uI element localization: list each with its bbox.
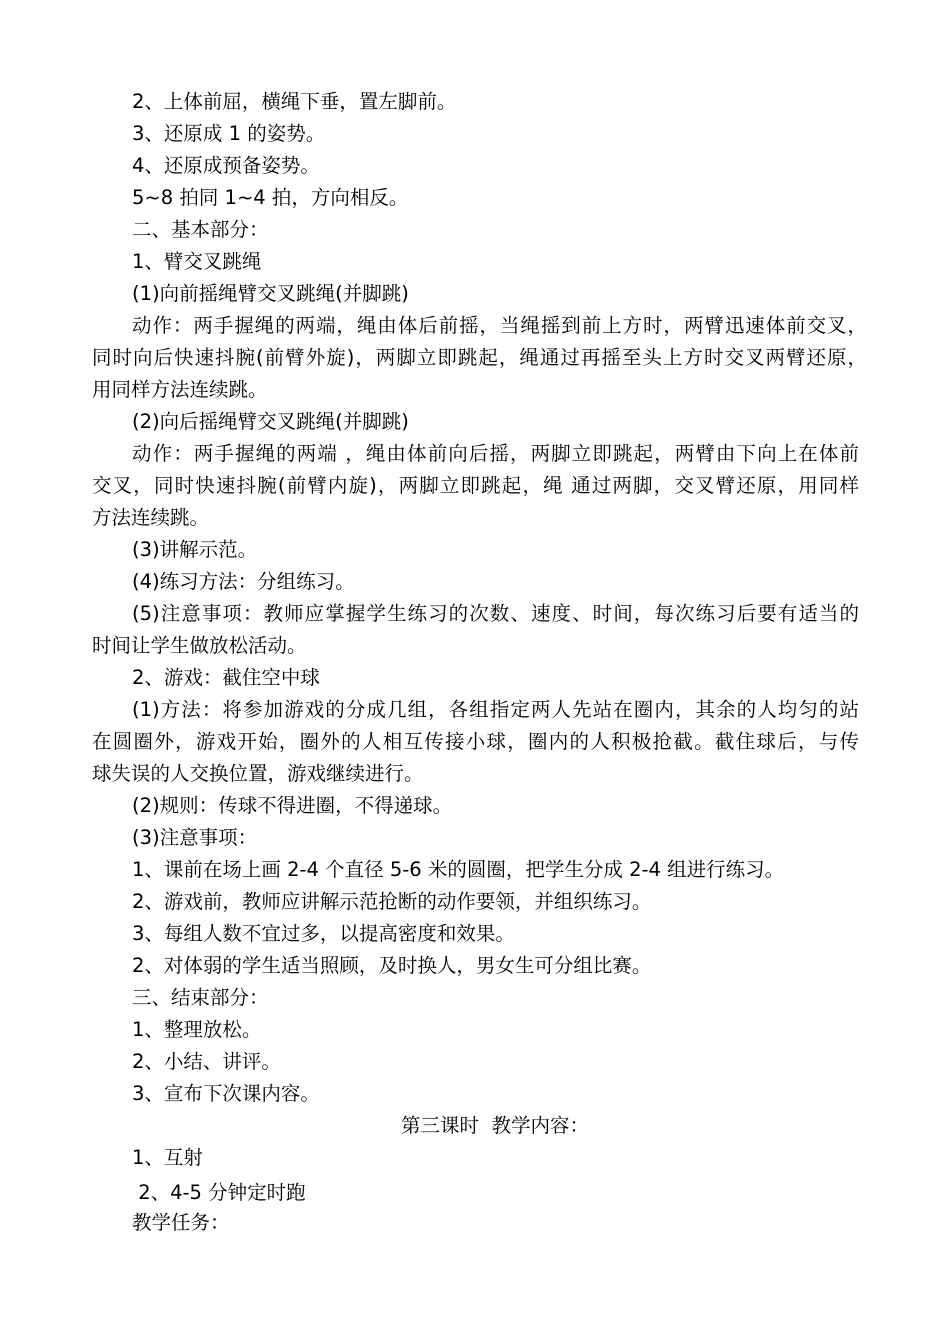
lesson-heading: 第三课时 教学内容： xyxy=(401,1114,589,1137)
text-line: (1)向前摇绳臂交叉跳绳(并脚跳) xyxy=(132,282,409,305)
paragraph-line: 动作：两手握绳的两端 ，绳由体前向后摇，两脚立即跳起，两臂由下向上在体前 xyxy=(132,442,859,465)
text-line: 3、每组人数不宜过多，以提高密度和效果。 xyxy=(132,922,515,945)
section-heading: 二、基本部分： xyxy=(132,218,269,241)
text-line: (2)向后摇绳臂交叉跳绳(并脚跳) xyxy=(132,410,409,433)
text-line: (2)规则：传球不得进圈，不得递球。 xyxy=(132,794,453,817)
paragraph-line: 交叉，同时快速抖腕(前臂内旋)，两脚立即跳起，绳 通过两脚，交叉臂还原，用同样 xyxy=(92,474,859,497)
subsection-heading: 2、游戏：截住空中球 xyxy=(132,666,320,689)
text-line: 3、宣布下次课内容。 xyxy=(132,1082,320,1105)
text-line: 2、对体弱的学生适当照顾，及时换人，男女生可分组比赛。 xyxy=(132,954,652,977)
subsection-heading: 1、臂交叉跳绳 xyxy=(132,250,262,273)
paragraph-line: 球失误的人交换位置，游戏继续进行。 xyxy=(92,762,424,785)
text-line: 1、互射 xyxy=(132,1146,203,1169)
text-line: 4、还原成预备姿势。 xyxy=(132,154,320,177)
text-line: 2、上体前屈，横绳下垂，置左脚前。 xyxy=(132,90,457,113)
text-line: 5~8 拍同 1~4 拍，方向相反。 xyxy=(132,186,409,209)
paragraph-line: 在圆圈外，游戏开始，圈外的人相互传接小球，圈内的人积极抢截。截住球后，与传 xyxy=(92,730,859,753)
paragraph-line: (5)注意事项：教师应掌握学生练习的次数、速度、时间，每次练习后要有适当的 xyxy=(132,602,859,625)
text-line: 教学任务： xyxy=(132,1211,230,1234)
text-line: (3)讲解示范。 xyxy=(132,538,258,561)
paragraph-line: 方法连续跳。 xyxy=(92,506,210,529)
paragraph-line: 同时向后快速抖腕(前臂外旋)，两脚立即跳起，绳通过再摇至头上方时交叉两臂还原， xyxy=(92,346,867,369)
text-line: (4)练习方法：分组练习。 xyxy=(132,570,355,593)
paragraph-line: (1)方法：将参加游戏的分成几组，各组指定两人先站在圈内，其余的人均匀的站 xyxy=(132,698,859,721)
text-line: 2、游戏前，教师应讲解示范抢断的动作要领，并组织练习。 xyxy=(132,890,652,913)
text-line: 1、整理放松。 xyxy=(132,1018,262,1041)
paragraph-line: 时间让学生做放松活动。 xyxy=(92,634,307,657)
text-line: 2、小结、讲评。 xyxy=(132,1050,281,1073)
text-line: 2、4-5 分钟定时跑 xyxy=(132,1181,306,1204)
paragraph-line: 动作：两手握绳的两端，绳由体后前摇，当绳摇到前上方时，两臂迅速体前交叉， xyxy=(132,314,867,337)
paragraph-line: 用同样方法连续跳。 xyxy=(92,378,268,401)
text-line: 1、课前在场上画 2-4 个直径 5-6 米的圆圈，把学生分成 2-4 组进行练习。 xyxy=(132,858,785,881)
text-line: (3)注意事项： xyxy=(132,826,258,849)
section-heading: 三、结束部分： xyxy=(132,986,269,1009)
text-line: 3、还原成 1 的姿势。 xyxy=(132,122,326,145)
